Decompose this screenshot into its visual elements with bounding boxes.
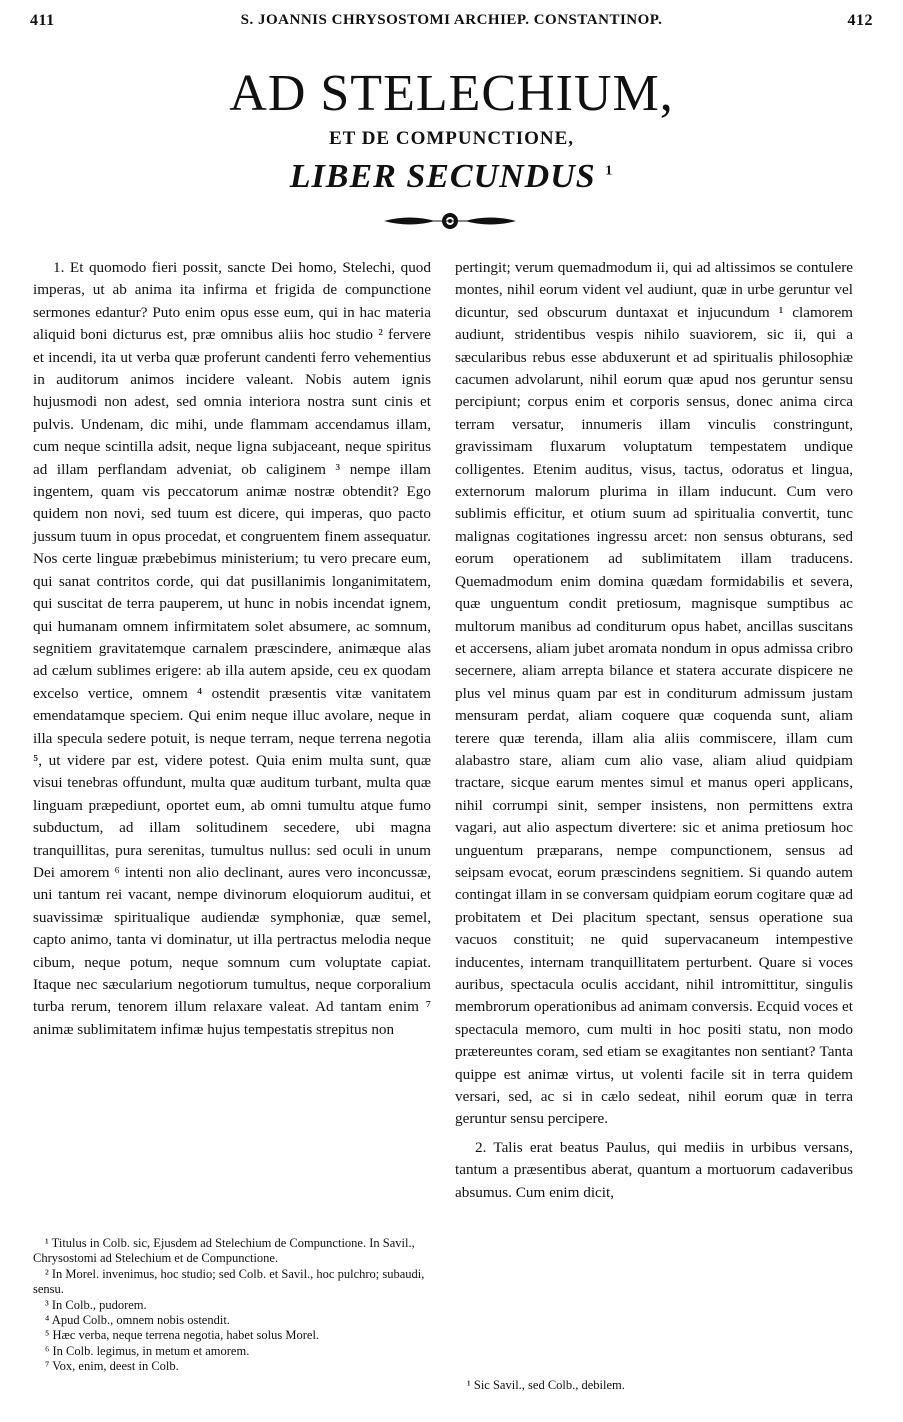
book-heading-text: LIBER SECUNDUS — [289, 158, 596, 195]
paragraph: 2. Talis erat beatus Paulus, qui mediis in urbibus versans, tantum a præsentibus aberat, quantum a mortuorum cadaveribus absumus. Cum enim dicit, — [455, 1138, 853, 1201]
footnote: ¹ Titulus in Colb. sic, Ejusdem ad Stelechium de Compunctione. In Savil., Chrysostomi ad Stelechium et de Compunctione. — [33, 1236, 415, 1266]
running-title: S. JOANNIS CHRYSOSTOMI ARCHIEP. CONSTANTINOP. — [240, 12, 663, 28]
footnotes-left — [33, 1236, 431, 1375]
page-number-left: 411 — [30, 12, 55, 29]
text-column-right — [455, 257, 853, 1204]
paragraph-continued: pertingit; verum quemadmodum ii, qui ad altissimos se contulere montes, nihil eorum vident vel audiunt, quæ in urbe geruntur vel dicuntur, sed obscurum duntaxat et injucundum ¹ clamorem audiunt, stridentibus vespis nihilo suaviorem, sic ii, qui a sæcularibus rebus esse abduxerunt et ad spiritualis philosophiæ cacumen advolarunt, nihil eorum quæ apud nos geruntur sensu percipiunt; corpus enim et corporis sensus, donec anima circa terram versatur, innumeris illam vinculis constringunt, gravissimam fluxarum voluptatum tempestatem undique colligentes. Etenim auditus, visus, tactus, odoratus et lingua, externorum malorum plurima in illam inducunt. Cum vero sublimis efficitur, et otium suum ad spiritualia convertit, tunc malignas cogitationes ingressu arcet: non sensus obturans, sed eorum operationem ad sublimitatem illam traducens. Quemadmodum enim domina quædam formidabilis et severa, quæ unguentum condit pretiosum, magnisque sumptibus ac multorum manibus ad conditurum opus habet, ancillas suscitans et accersens, aliam jubet aromata nondum in opus admissa cribro secernere, aliam arrepta bilance et statera accurate dispicere ne plus vel minus quam par est in conditurum admissum justam mensuram perdat, aliam coquere quæ coquenda sunt, aliam terere quæ terenda, illam alia aliis commiscere, illam cum alabastro stare, aliam cum alio vase, aliam aliud quidpiam tractare, sicque earum mentes simul et manus operi applicans, nihil corrumpi sinit, semper insistens, non permittens extra vagari, aut alio aspectum divertere: sic et anima pretiosum hoc unguentum præparans, nempe compunctionem, sensus ad seipsam evocat, eorum præscindens segnitiem. Si quando autem contingat illam in se conversam quidpiam eorum cogitare quæ ad probitatem et Dei placitum spectant, sensus operatione sua vacuos constituit; ne quid supervacaneum intempestive inducentes, internam tranquillitatem perturbent. Quare si voces auribus, spectacula oculis accidant, nihil intromittitur, singulis membrorum operationibus ad animam conversis. Ecquid voces et spectacula memoro, cum multi in hoc positi statu, non modo prætereuntes coram, sed etiam se exagitantes non sentiant? Tanta quippe est animæ virtus, ut volenti facile sit in terra quidem versari, sed, ac si in cælo sedeat, nihil eorum quæ in terra geruntur sensu percipere. — [455, 259, 853, 1128]
text-column-left — [33, 257, 431, 1041]
footnote: ⁵ Hæc verba, neque terrena negotia, habet solus Morel. — [45, 1328, 320, 1343]
footnote: ³ In Colb., pudorem. — [45, 1297, 147, 1312]
footnote: ⁴ Apud Colb., omnem nobis ostendit. — [45, 1313, 230, 1328]
ornament-divider-icon — [380, 210, 520, 232]
running-header — [30, 10, 873, 36]
footnotes-right — [455, 1378, 853, 1393]
paragraph: 1. Et quomodo fieri possit, sancte Dei homo, Stelechi, quod imperas, ut ab anima ita infirma et frigida de compunctione sermones edantur? Puto enim opus esse eum, qui in hac materia aliquid boni dicturus est, præ omnibus aliis hoc studio ² fervere et incendi, ita ut verba quæ proferunt candenti ferro vehementius in auditorum animos incidere valeant. Nobis autem ignis hujusmodi non adest, sed omnia interiora nostra sunt cinis et pulvis. Undenam, dic mihi, unde flammam accendamus illam, cum neque scintilla adsit, neque ligna subjaceant, neque spiritus ad illam perflandam adveniat, ob caliginem ³ nempe illam ingentem, quam vis peccatorum animæ nostræ obtendit? Ego quidem non novi, sed tuum est dicere, qui imperas, quo pacto jussum tuum in opus procedat, et congruentem finem assequatur. Nos certe linguæ præbebimus ministerium; tu vero precare eum, qui sanat contritos corde, qui dat pusillanimis longanimitatem, qui suscitat de terra pauperem, ut hunc in nobis incendat ignem, qui humanam omnem infirmitatem solet absumere, ac somnum, segnitiem gravitatemque carnalem præscindere, animæque alas ad cælum sublimes erigere: ab illa autem apside, ceu ex quodam excelso vertice, omnem ⁴ ostendit præsentis vitæ vanitatem emendatamque speciem. Qui enim neque illuc avolare, neque in illa specula sedere potuit, is neque terram, neque terrena negotia ⁵, ut videre par est, videre potest. Quia enim multa sunt, quæ visui tenebras offundunt, multa quæ auditum turbant, multa quæ linguam præpediunt, oportet eum, ab omni tumultu atque fumo subductum, ad illam solitudinem secedere, ubi magna tranquillitas, pura serenitas, tumultus nullus: sed oculi in unum Dei amorem ⁶ intenti non alio declinant, aures vero inconcussæ, uni tantum rei vacant, nempe divinorum eloquiorum auditui, et suavissimæ spiritualique audiendæ symphoniæ, quæ semel, capto animo, tanta vi dominatur, ut illa pertractus melodia neque cibum, neque potum, neque somnum cum voluptate capiat. Itaque nec sæcularium negotiorum tumultus, neque corporalium turba rerum, tenorem illum relaxare valeat. Ad tantam enim ⁷ animæ sublimitatem infimæ hujus tempestatis strepitus non — [33, 259, 431, 1038]
page-number-right: 412 — [847, 12, 873, 29]
subtitle: ET DE COMPUNCTIONE, — [328, 128, 575, 149]
footnote: ⁷ Vox, enim, deest in Colb. — [45, 1359, 179, 1374]
footnote: ⁶ In Colb. legimus, in metum et amorem. — [45, 1343, 250, 1358]
main-title: AD STELECHIUM, — [229, 65, 674, 122]
footnote: ² In Morel. invenimus, hoc studio; sed Colb. et Savil., hoc pulchro; subaudi, sensu. — [33, 1266, 425, 1297]
footnote: ¹ Sic Savil., sed Colb., debilem. — [467, 1378, 625, 1392]
book-heading — [0, 158, 903, 196]
book-heading-note-mark: 1 — [605, 163, 614, 179]
